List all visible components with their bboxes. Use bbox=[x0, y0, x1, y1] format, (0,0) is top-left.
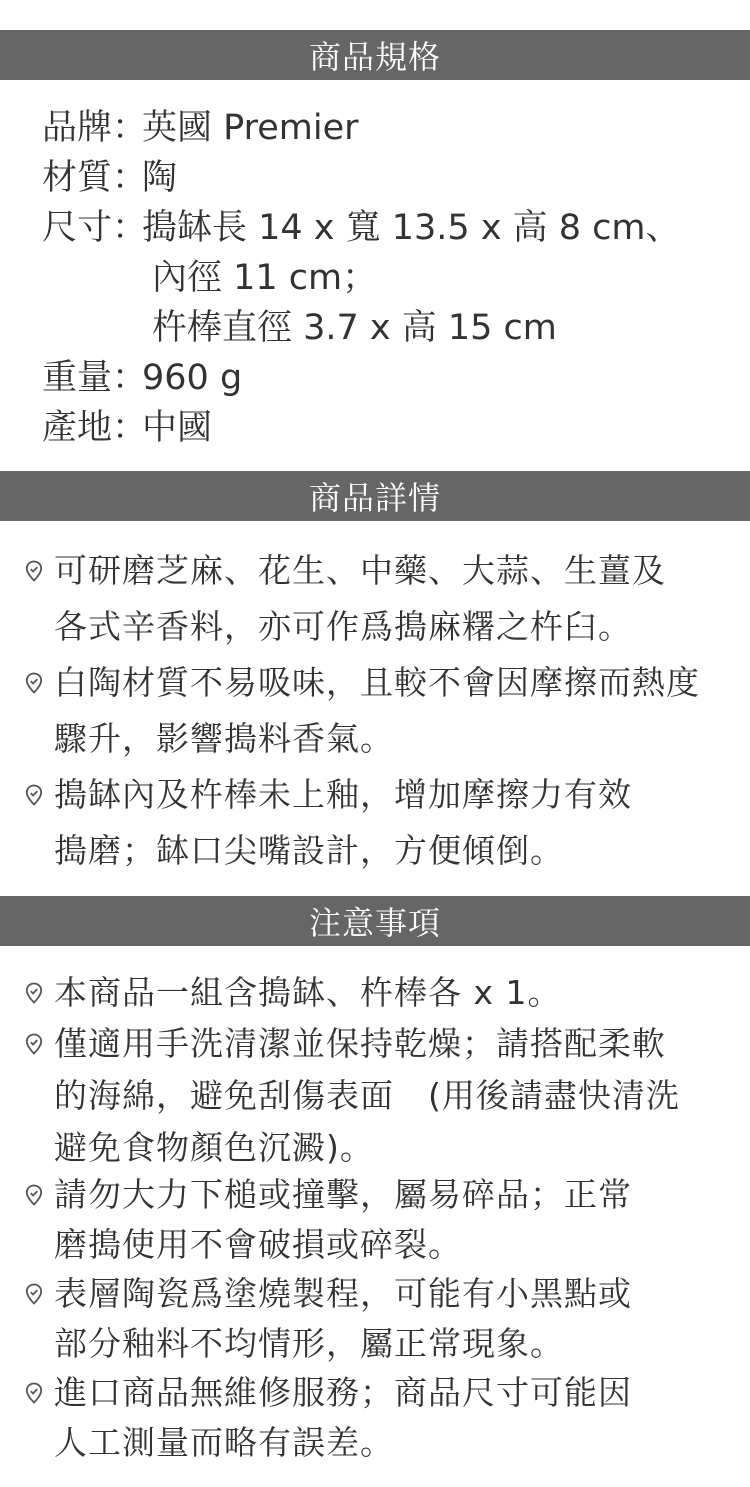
note-text-line: 部分釉料不均情形，屬正常現象。 bbox=[54, 1324, 564, 1363]
note-text-line: 進口商品無維修服務；商品尺寸可能因 bbox=[54, 1373, 632, 1412]
spec-value: 英國 Premier bbox=[142, 108, 359, 148]
spec-value: 中國 bbox=[142, 408, 213, 448]
section-title: 商品規格 bbox=[308, 38, 441, 76]
spec-value: 陶 bbox=[142, 158, 178, 198]
spec-value-continued: 內徑 11 cm； bbox=[152, 258, 378, 298]
spec-colon: ： bbox=[112, 358, 148, 398]
location-pin-icon bbox=[22, 1282, 46, 1306]
spec-row-brand bbox=[42, 103, 359, 153]
spec-row-origin bbox=[42, 403, 212, 453]
spec-row-material bbox=[42, 153, 177, 203]
section-header-specs bbox=[0, 30, 750, 80]
spec-row-size bbox=[42, 203, 681, 253]
location-pin-icon bbox=[22, 1381, 46, 1405]
spec-row-weight bbox=[42, 353, 242, 403]
spec-label: 材質 bbox=[42, 158, 113, 198]
spec-label: 產地 bbox=[42, 408, 113, 448]
spec-colon: ： bbox=[112, 208, 148, 248]
spec-label: 重量 bbox=[42, 358, 113, 398]
location-pin-icon bbox=[22, 1183, 46, 1207]
section-header-details bbox=[0, 471, 750, 521]
note-text-line: 本商品一組含搗缽、杵棒各 x 1。 bbox=[54, 973, 562, 1012]
note-text-line: 避免食物顏色沉澱)。 bbox=[54, 1128, 374, 1167]
detail-text-line: 白陶材質不易吸味，且較不會因摩擦而熱度 bbox=[54, 663, 700, 702]
note-text-line: 僅適用手洗清潔並保持乾燥；請搭配柔軟 bbox=[54, 1024, 666, 1063]
section-title: 商品詳情 bbox=[308, 479, 441, 517]
detail-text-line: 搗磨；缽口尖嘴設計，方便傾倒。 bbox=[54, 831, 564, 870]
note-text-line: 表層陶瓷爲塗燒製程，可能有小黑點或 bbox=[54, 1274, 632, 1313]
spec-value: 搗缽長 14 x 寬 13.5 x 高 8 cm、 bbox=[142, 208, 681, 248]
location-pin-icon bbox=[22, 981, 46, 1005]
detail-text-line: 各式辛香料，亦可作爲搗麻糬之杵臼。 bbox=[54, 607, 632, 646]
note-text-line: 人工測量而略有誤差。 bbox=[54, 1423, 394, 1462]
spec-colon: ： bbox=[112, 408, 148, 448]
detail-text-line: 搗缽內及杵棒未上釉，增加摩擦力有效 bbox=[54, 775, 632, 814]
section-title: 注意事項 bbox=[308, 904, 441, 942]
spec-label: 品牌 bbox=[42, 108, 113, 148]
location-pin-icon bbox=[22, 671, 46, 695]
spec-value: 960 g bbox=[142, 358, 243, 398]
spec-colon: ： bbox=[112, 158, 148, 198]
note-text-line: 請勿大力下槌或撞擊，屬易碎品；正常 bbox=[54, 1175, 632, 1214]
location-pin-icon bbox=[22, 783, 46, 807]
detail-text-line: 可研磨芝麻、花生、中藥、大蒜、生薑及 bbox=[54, 551, 666, 590]
section-header-notes bbox=[0, 896, 750, 946]
spec-colon: ： bbox=[112, 108, 148, 148]
location-pin-icon bbox=[22, 1032, 46, 1056]
spec-value-continued: 杵棒直徑 3.7 x 高 15 cm bbox=[152, 308, 557, 348]
detail-text-line: 驟升，影響搗料香氣。 bbox=[54, 719, 394, 758]
note-text-line: 磨搗使用不會破損或碎裂。 bbox=[54, 1225, 462, 1264]
note-text-line: 的海綿，避免刮傷表面 (用後請盡快清洗 bbox=[54, 1076, 680, 1115]
spec-label: 尺寸 bbox=[42, 208, 113, 248]
location-pin-icon bbox=[22, 559, 46, 583]
